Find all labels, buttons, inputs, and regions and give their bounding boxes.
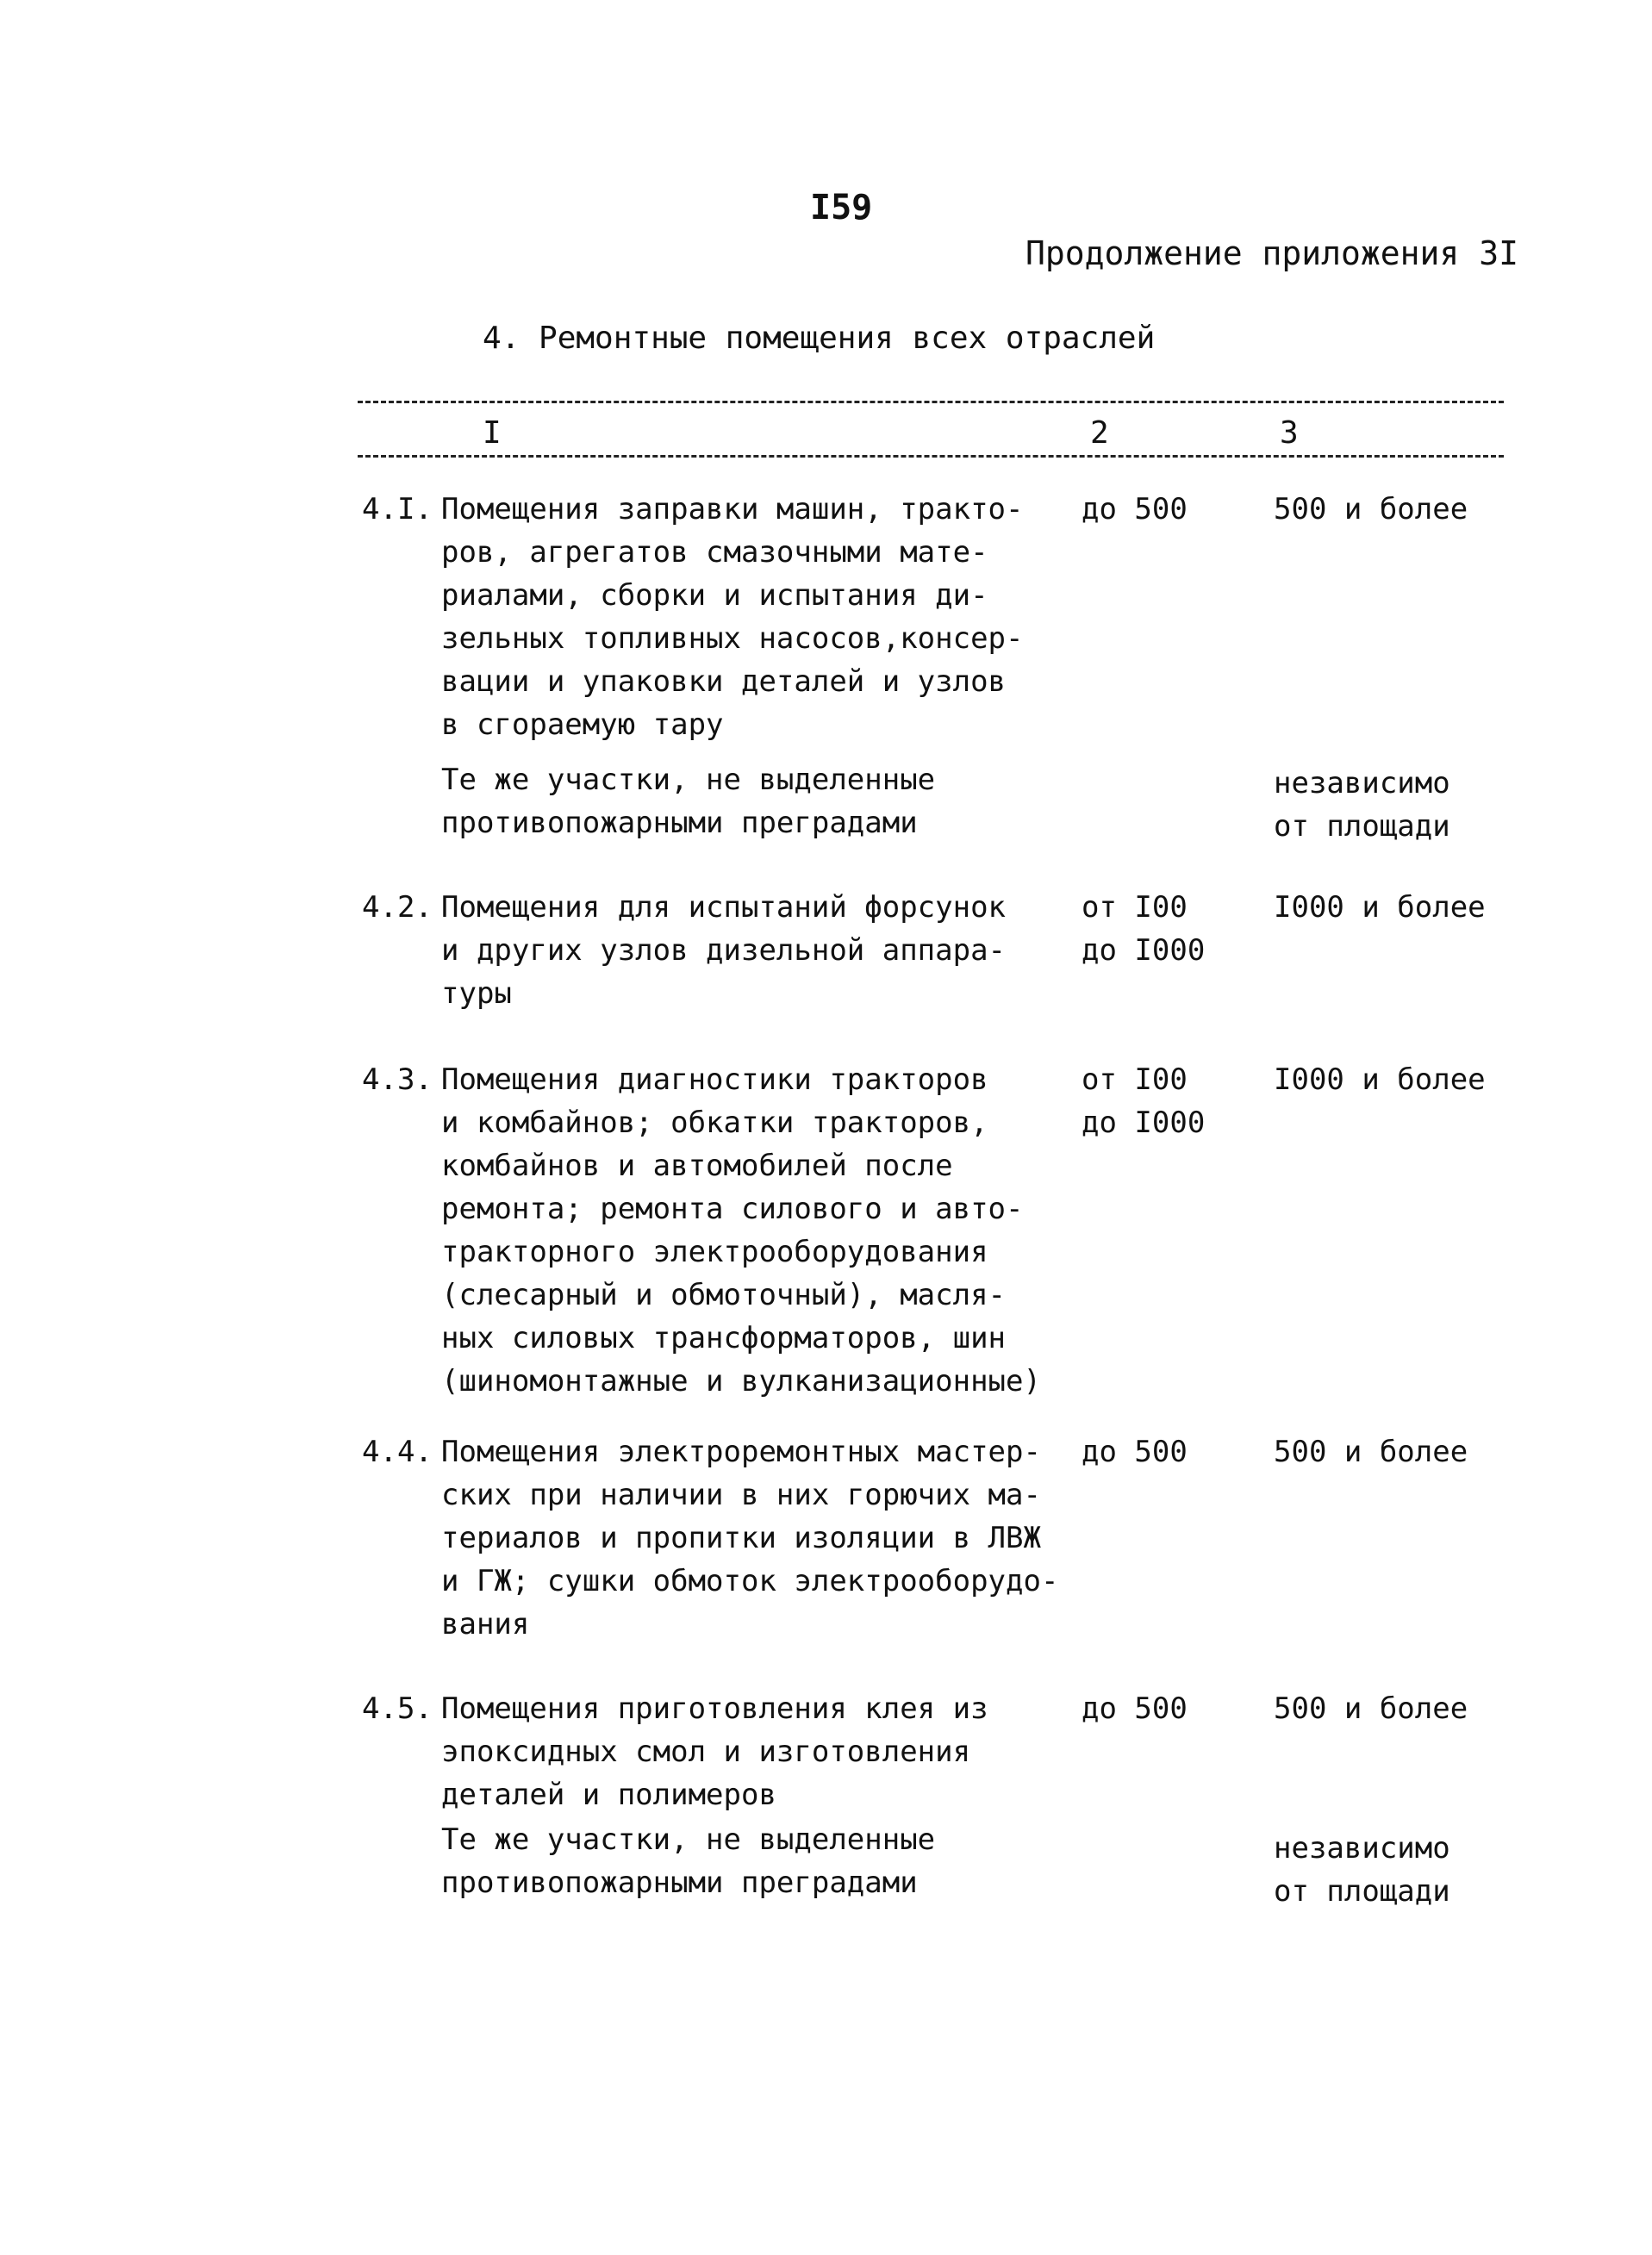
row-area-range: до 500: [1082, 492, 1188, 526]
row-area-threshold: 500 и более: [1274, 1435, 1468, 1469]
row-description: Те же участки, не выделенные противопожарными преградами: [441, 763, 936, 840]
continuation-caption: Продолжение приложения 3I: [1025, 234, 1518, 272]
row-area-threshold: 500 и более: [1274, 1691, 1468, 1726]
row-description: Помещения диагностики тракторов и комбайнов; обкатки тракторов, комбайнов и автомобилей после ремонта; ремонта силового и авто- тракторного электрооборудования (слесарный и обмоточный), масля- ных силовых трансформаторов, шин (шиномонтажные и вулканизационные): [441, 1062, 1041, 1398]
page-number: I59: [810, 188, 873, 227]
row-number: 4.4.: [362, 1435, 433, 1469]
row-description: Помещения электроремонтных мастер- ских при наличии в них горючих ма- териалов и пропитки изоляции в ЛВЖ и ГЖ; сушки обмоток электрооборудо- вания: [441, 1435, 1059, 1641]
section-title: 4. Ремонтные помещения всех отраслей: [483, 321, 1156, 356]
column-header-2: 2: [1090, 415, 1109, 451]
row-area-threshold: 500 и более: [1274, 492, 1468, 526]
row-number: 4.I.: [362, 492, 433, 526]
row-area-threshold: I000 и более: [1274, 1062, 1486, 1097]
row-number: 4.5.: [362, 1691, 433, 1726]
row-description: Помещения приготовления клея из эпоксидных смол и изготовления деталей и полимеров: [441, 1691, 988, 1812]
row-number: 4.3.: [362, 1062, 433, 1097]
row-number: 4.2.: [362, 890, 433, 925]
table-rule-top: [358, 401, 1504, 403]
column-header-1: I: [483, 415, 502, 451]
row-area-threshold: независимо от площади: [1274, 1831, 1450, 1909]
row-area-threshold: I000 и более: [1274, 890, 1486, 925]
row-area-range: от I00 до I000: [1082, 890, 1206, 968]
table-rule-bottom: [358, 455, 1504, 458]
row-description: Те же участки, не выделенные противопожарными преградами: [441, 1822, 936, 1900]
column-header-3: 3: [1280, 415, 1299, 451]
row-description: Помещения заправки машин, тракто- ров, агрегатов смазочными мате- риалами, сборки и испытания ди- зельных топливных насосов,консер- вации и упаковки деталей и узлов в сгораемую тару: [441, 492, 1024, 742]
row-description: Помещения для испытаний форсунок и других узлов дизельной аппара- туры: [441, 890, 1007, 1011]
row-area-range: до 500: [1082, 1435, 1188, 1469]
row-area-range: до 500: [1082, 1691, 1188, 1726]
row-area-threshold: независимо от площади: [1274, 766, 1450, 844]
row-area-range: от I00 до I000: [1082, 1062, 1206, 1140]
